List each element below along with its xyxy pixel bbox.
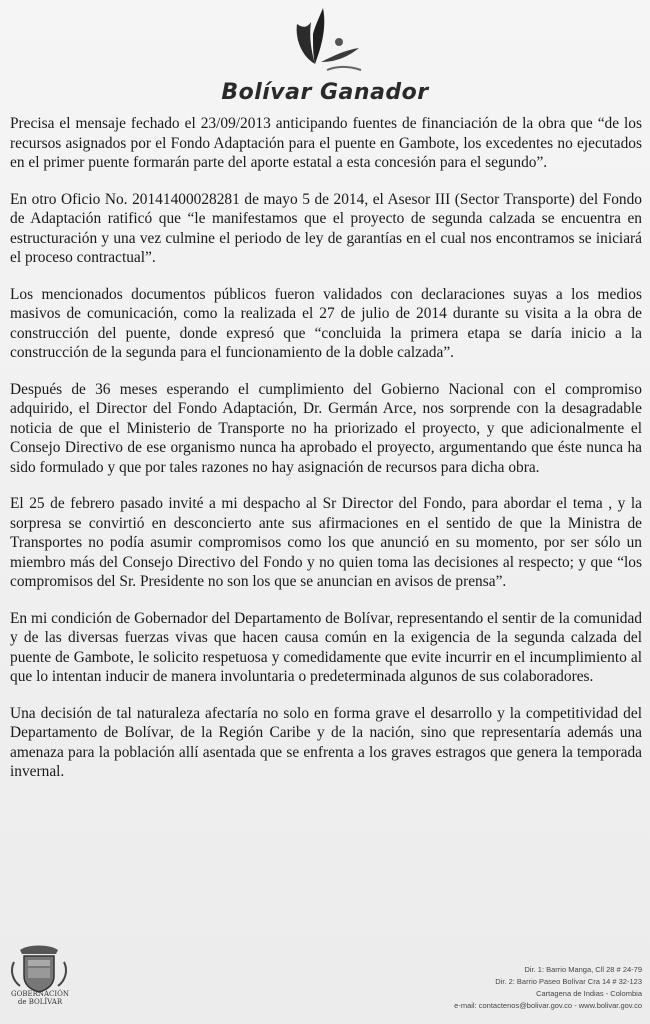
seal-label-line1: GOBERNACIÓN [10,990,70,998]
contact-line: e-mail: contactenos@bolivar.gov.co - www.bolivar.gov.co [454,1001,642,1010]
seal-label-line2: de BOLÍVAR [17,998,63,1006]
paragraph-4: Después de 36 meses esperando el cumplimiento del Gobierno Nacional con el compromiso adquirido, el Director del Fondo Adaptación, Dr. Germán Arce, nos sorprende con la desagradable noticia de que el Ministerio de Transporte no ha priorizado el proyecto, y que adicionalmente el Consejo Directivo de ese organismo nunca ha aprobado el proyecto, argumentando que éste nunca ha sido formulado y que por tales razones no hay asignación de recursos para dicha obra. [10,380,642,476]
city-line: Cartagena de Indias - Colombia [536,989,642,998]
paragraph-2: En otro Oficio No. 20141400028281 de mayo 5 de 2014, el Asesor III (Sector Transporte) del Fondo de Adaptación ratificó que “le manifestamos que el proyecto de segunda calzada se encuentra en estructuración y una vez culmine el periodo de ley de garantías en el cual nos encontramos se iniciará el proceso contractual”. [10,190,642,266]
brand-title: Bolívar Ganador [221,80,429,105]
paragraph-1: Precisa el mensaje fechado el 23/09/2013 anticipando fuentes de financiación de la obra que “de los recursos asignados por el Fondo Adaptación para el puente en Gambote, los excedentes no ejecutados en el primer puente formarán parte del aporte estatal a esta concesión para el segundo”. [10,115,642,171]
footer-address [342,964,642,1012]
paragraph-5: El 25 de febrero pasado invité a mi despacho al Sr Director del Fondo, para abordar el tema , y la sorpresa se convirtió en desconcierto ante sus afirmaciones en el sentido de que la Ministra de Transportes no podía asumir compromisos como los que anunció en su momento, por ser sólo un miembro más del Consejo Directivo del Fondo y no quien toma las decisiones al respecto; y que “los compromisos del Sr. Presidente no son los que se anuncian en avisos de prensa”. [10,495,642,590]
letter-body [10,114,642,799]
seal-label [0,990,80,1006]
address-line-2: Dir. 2: Barrio Paseo Bolívar Cra 14 # 32-123 [495,977,642,986]
bolivar-ganador-logo-icon [275,4,375,78]
paragraph-7: Una decisión de tal naturaleza afectaría no solo en forma grave el desarrollo y la competitividad del Departamento de Bolívar, de la Región Caribe y de la nación, sino que representaría además una amenaza para la población allí asentada que se enfrenta a los graves estragos que genera la temporada invernal. [10,704,642,780]
address-line-1: Dir. 1: Barrio Manga, Cll 28 # 24-79 [524,965,642,974]
coat-of-arms-icon [6,940,72,1020]
paragraph-3: Los mencionados documentos públicos fueron validados con declaraciones suyas a los medios masivos de comunicación, como la realizada el 27 de julio de 2014 durante su visita a la obra de construcción del puente, donde expresó que “concluida la primera etapa se daría inicio a la construcción de la segunda para el funcionamiento de la doble calzada”. [10,285,642,361]
paragraph-6: En mi condición de Gobernador del Departamento de Bolívar, representando el sentir de la comunidad y de las diversas fuerzas vivas que hacen causa común en la exigencia de la segunda calzada del puente de Gambote, le solicito respetuosa y comedidamente que evite incurrir en el incumplimiento al que lo intentan inducir de manera involuntaria o predeterminada algunos de sus colaboradores. [10,609,642,685]
